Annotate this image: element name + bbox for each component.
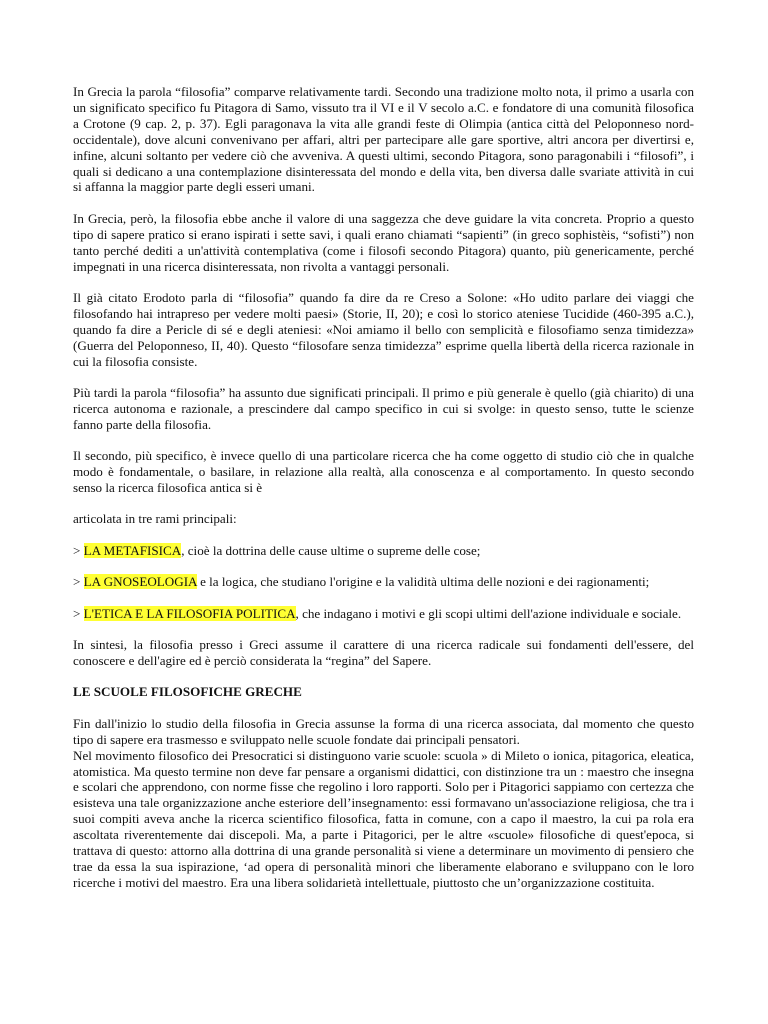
branch-prefix: >	[73, 542, 84, 558]
highlighted-term-etica: L'ETICA E LA FILOSOFIA POLITICA	[83, 605, 296, 621]
section-heading: LE SCUOLE FILOSOFICHE GRECHE	[73, 684, 302, 700]
paragraph-tre-rami: articolata in tre rami principali:	[73, 511, 237, 527]
paragraph-secondo-significato: Il secondo, più specifico, è invece quello di una particolare ricerca che ha come oggetto di studio ciò che in qualche modo è fondamentale, o basilare, in relazione alla realtà, alla conoscenza e al comportamento. In questo secondo senso la ricerca filosofica antica si è	[73, 448, 694, 496]
paragraph-presocratici: Nel movimento filosofico dei Presocratici si distinguono varie scuole: scuola » di Mileto o ionica, pitagorica, eleatica, atomistica. Ma questo termine non deve far pensare a organismi didattici, con distinzione tra un : maestro che insegna e scolari che apprendono, con norme fisse che regolino i loro rapporti. Solo per i Pitagorici sappiamo con certezza che esisteva una tale organizzazione anche esteriore dell’insegnamento: essi formavano un'associazione religiosa, che tra i suoi compiti aveva anche la ricerca scientifico filosofica, fatta in comune, con a capo il maestro, la cui pa rola era ascoltata riverentemente dai discepoli. Ma, a parte i Pitagorici, per le altre «scuole» filosofiche di quest'epoca, si trattava di questo: attorno alla dottrina di una grande personalità si viene a determinare un movimento di pensiero che trae da essa la sua ispirazione, ‘ad opera di personalità minori che liberamente elaborano e sviluppano con le loro ricerche i motivi del maestro. Era una libera solidarietà intellettuale, piuttosto che un’organizzazione costituita.	[73, 747, 694, 890]
paragraph-pitagora: In Grecia la parola “filosofia” comparve relativamente tardi. Secondo una tradizione molto nota, il primo a usarla con un significato specifico fu Pitagora di Samo, vissuto tra il VI e il V secolo a.C. e fondatore di una comunità filosofica a Crotone (9 cap. 2, p. 37). Egli paragonava la vita alle grandi feste di Olimpia (antica città del Peloponneso nord-occidentale), dove alcuni convenivano per affari, altri per partecipare alle gare sportive, altri ancora per divertirsi e, infine, alcuni soltanto per vedere ciò che avveniva. A questi ultimi, secondo Pitagora, sono paragonabili i “filosofi”, i quali si dedicano a una contemplazione disinteressata del mondo e della vita, ben diversa dalle svariate attività in cui si affanna la maggior parte degli esseri umani.	[73, 84, 694, 195]
branch-description: e la logica, che studiano l'origine e la validità ultima delle nozioni e dei ragionamenti;	[196, 574, 650, 590]
paragraph-saggezza: In Grecia, però, la filosofia ebbe anche il valore di una saggezza che deve guidare la vita concreta. Proprio a questo tipo di sapere pratico si erano ispirati i sette savi, i quali erano chiamati “sapienti” (in greco sophistèis, “sofisti”) non tanto perché dediti a un'attività contemplativa (come i filosofi secondo Pitagora) quanto, più genericamente, perché impegnati in una ricerca disinteressata, non rivolta a vantaggi personali.	[73, 210, 694, 274]
branch-prefix: >	[73, 605, 84, 621]
branch-description: , cioè la dottrina delle cause ultime o supreme delle cose;	[181, 542, 481, 558]
branch-description: , che indagano i motivi e gli scopi ultimi dell'azione individuale e sociale.	[295, 605, 682, 621]
paragraph-due-significati: Più tardi la parola “filosofia” ha assunto due significati principali. Il primo e più generale è quello (già chiarito) di una ricerca autonoma e razionale, a prescindere dal campo specifico in cui si svolge: in questo senso, tutte le scienze fanno parte della filosofia.	[73, 385, 694, 432]
branch-item-etica	[73, 606, 694, 622]
paragraph-sintesi: In sintesi, la filosofia presso i Greci assume il carattere di una ricerca radicale sui fondamenti dell'essere, del conoscere e dell'agire ed è perciò considerata la “regina” del Sapere.	[73, 637, 694, 668]
branch-item-gnoseologia	[73, 574, 694, 590]
branch-item-metafisica	[73, 543, 694, 559]
branch-prefix: >	[73, 574, 84, 590]
paragraph-erodoto: Il già citato Erodoto parla di “filosofia” quando fa dire da re Creso a Solone: «Ho udito parlare dei viaggi che filosofando hai intrapreso per vedere molti paesi» (Storie, II, 20); e così lo storico ateniese Tucidide (460-395 a.C.), quando fa dire a Pericle di sé e degli ateniesi: «Noi amiamo il bello con semplicità e filosofiamo senza timidezza» (Guerra del Peloponneso, II, 40). Questo “filosofare senza timidezza” esprime quella libertà della ricerca razionale in cui la filosofia consiste.	[73, 289, 694, 369]
document-page	[73, 84, 694, 891]
highlighted-term-metafisica: LA METAFISICA	[83, 542, 182, 558]
highlighted-term-gnoseologia: LA GNOSEOLOGIA	[83, 574, 197, 590]
paragraph-ricerca-associata: Fin dall'inizio lo studio della filosofia in Grecia assunse la forma di una ricerca associata, dal momento che questo tipo di sapere era trasmesso e sviluppato nelle scuole fondate dai principali pensatori.	[73, 715, 694, 747]
